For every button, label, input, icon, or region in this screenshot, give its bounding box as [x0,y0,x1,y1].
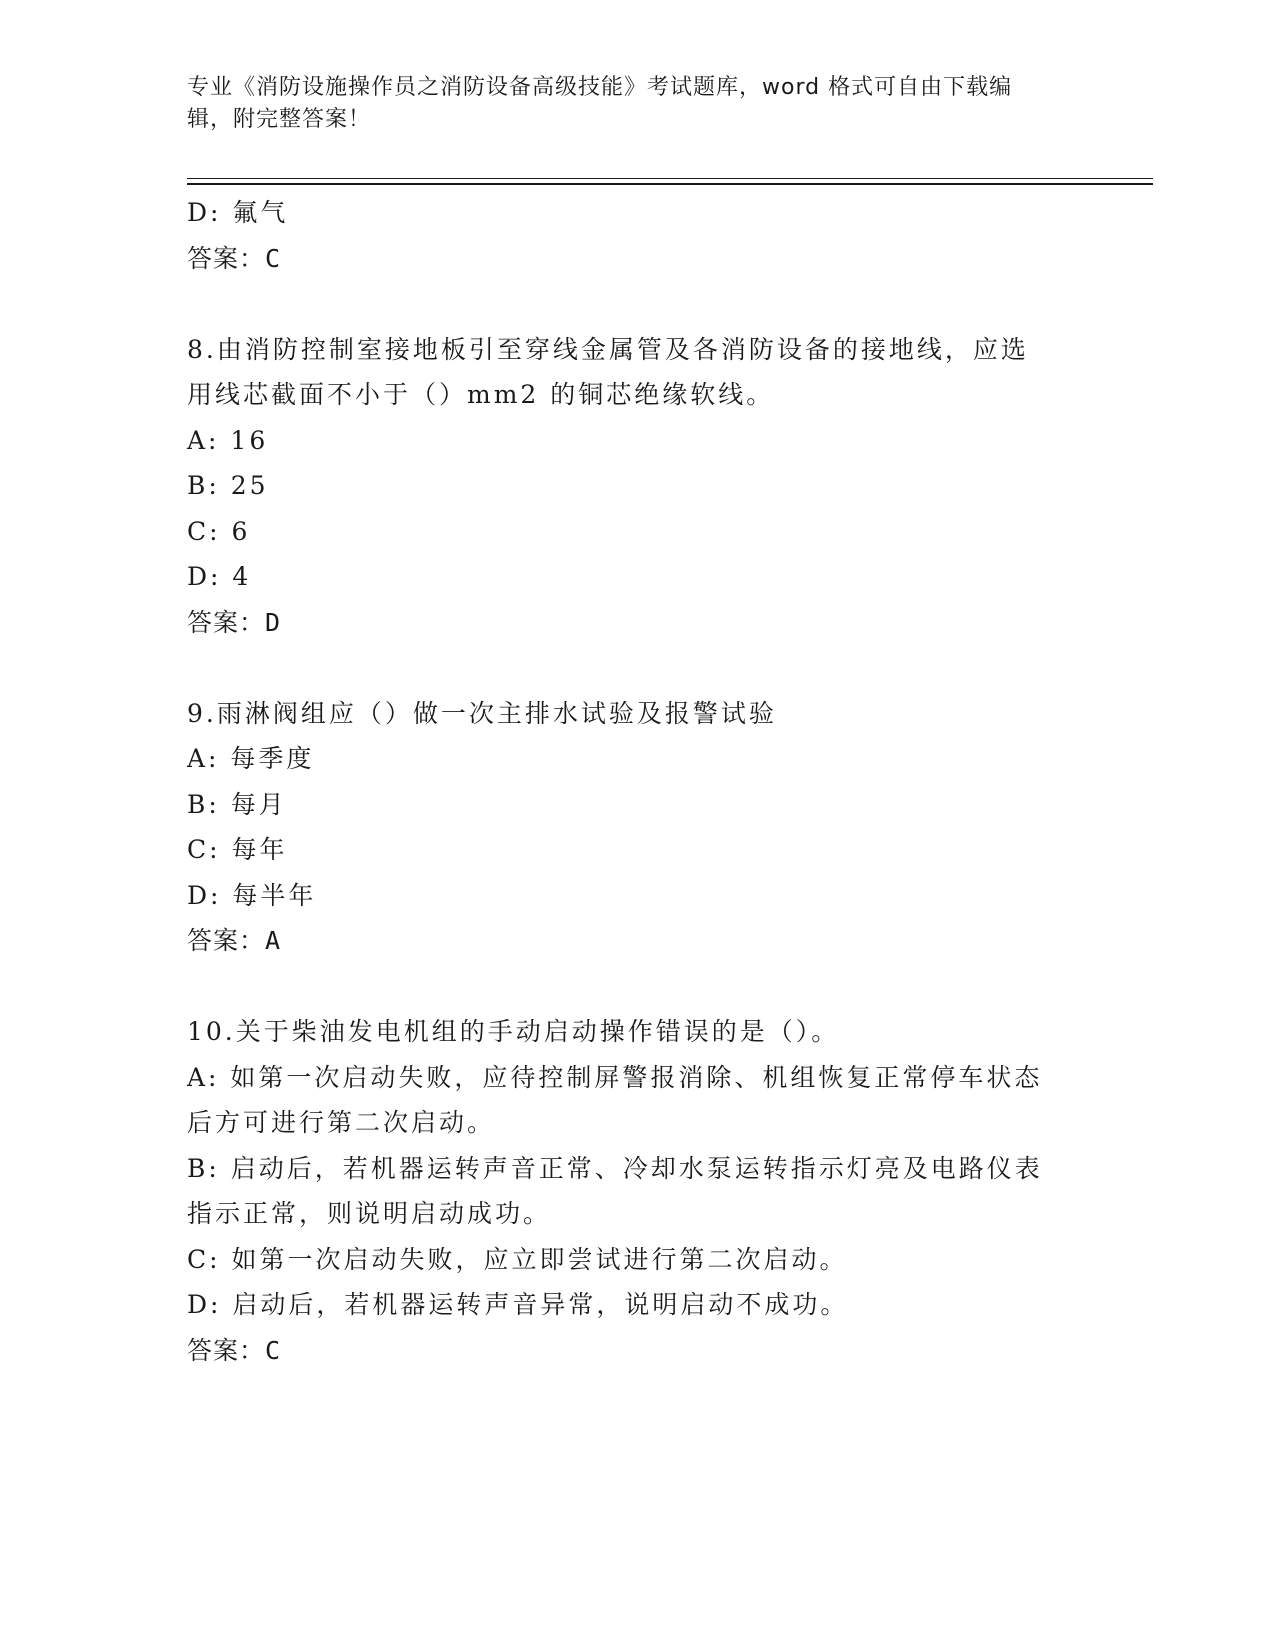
spacer [187,645,1087,691]
q8-stem-line-2: 用线芯截面不小于（）mm2 的铜芯绝缘软线。 [187,380,775,409]
answer-value: D [265,607,282,637]
q9-stem: 9.雨淋阀组应（）做一次主排水试验及报警试验 [187,698,777,728]
q8-option-c: C: 6 [187,516,251,546]
q9-option-b: B: 每月 [187,789,287,819]
answer-label: 答案： [187,607,266,637]
spacer [187,964,1087,1010]
q9-option-a: A: 每季度 [187,744,315,773]
q9-option-c: C: 每年 [187,835,288,864]
answer-value: A [265,926,282,955]
header-rule-thick [187,183,1153,185]
q10-option-c: C: 如第一次启动失败，应立即尝试进行第二次启动。 [187,1244,848,1274]
q10-option-a-line-2: 后方可进行第二次启动。 [187,1108,496,1137]
prev-answer [187,236,1087,282]
header-line-1: 专业《消防设施操作员之消防设备高级技能》考试题库，word 格式可自由下载编 [187,75,1013,100]
q10-stem: 10.关于柴油发电机组的手动启动操作错误的是（）。 [187,1017,840,1046]
q9-answer [187,918,1087,964]
answer-value: C [265,243,282,273]
answer-label: 答案： [187,1335,266,1365]
q10-option-d: D: 启动后，若机器运转声音异常，说明启动不成功。 [187,1290,849,1319]
question-content [187,190,1087,1373]
header-rule-thin [187,178,1153,179]
answer-label: 答案： [187,243,266,273]
header-line-2: 辑，附完整答案！ [187,107,372,132]
q8-option-a: A: 16 [187,425,269,455]
q10-option-b-line-1: B: 启动后，若机器运转声音正常、冷却水泵运转指示灯亮及电路仪表 [187,1153,1043,1183]
q8-stem-line-1: 8.由消防控制室接地板引至穿线金属管及各消防设备的接地线，应选 [187,334,1029,364]
prev-option-d: D: 氟气 [187,198,289,227]
answer-label: 答案： [187,926,266,955]
spacer [187,281,1087,327]
q10-option-b-line-2: 指示正常，则说明启动成功。 [187,1199,552,1228]
q9-option-d: D: 每半年 [187,880,317,910]
answer-value: C [265,1335,282,1365]
q10-option-a-line-1: A: 如第一次启动失败，应待控制屏警报消除、机组恢复正常停车状态 [187,1062,1043,1092]
q8-answer [187,600,1087,646]
page-header [187,72,1087,136]
q8-option-d: D: 4 [187,562,252,591]
q10-answer [187,1328,1087,1374]
q8-option-b: B: 25 [187,471,269,500]
